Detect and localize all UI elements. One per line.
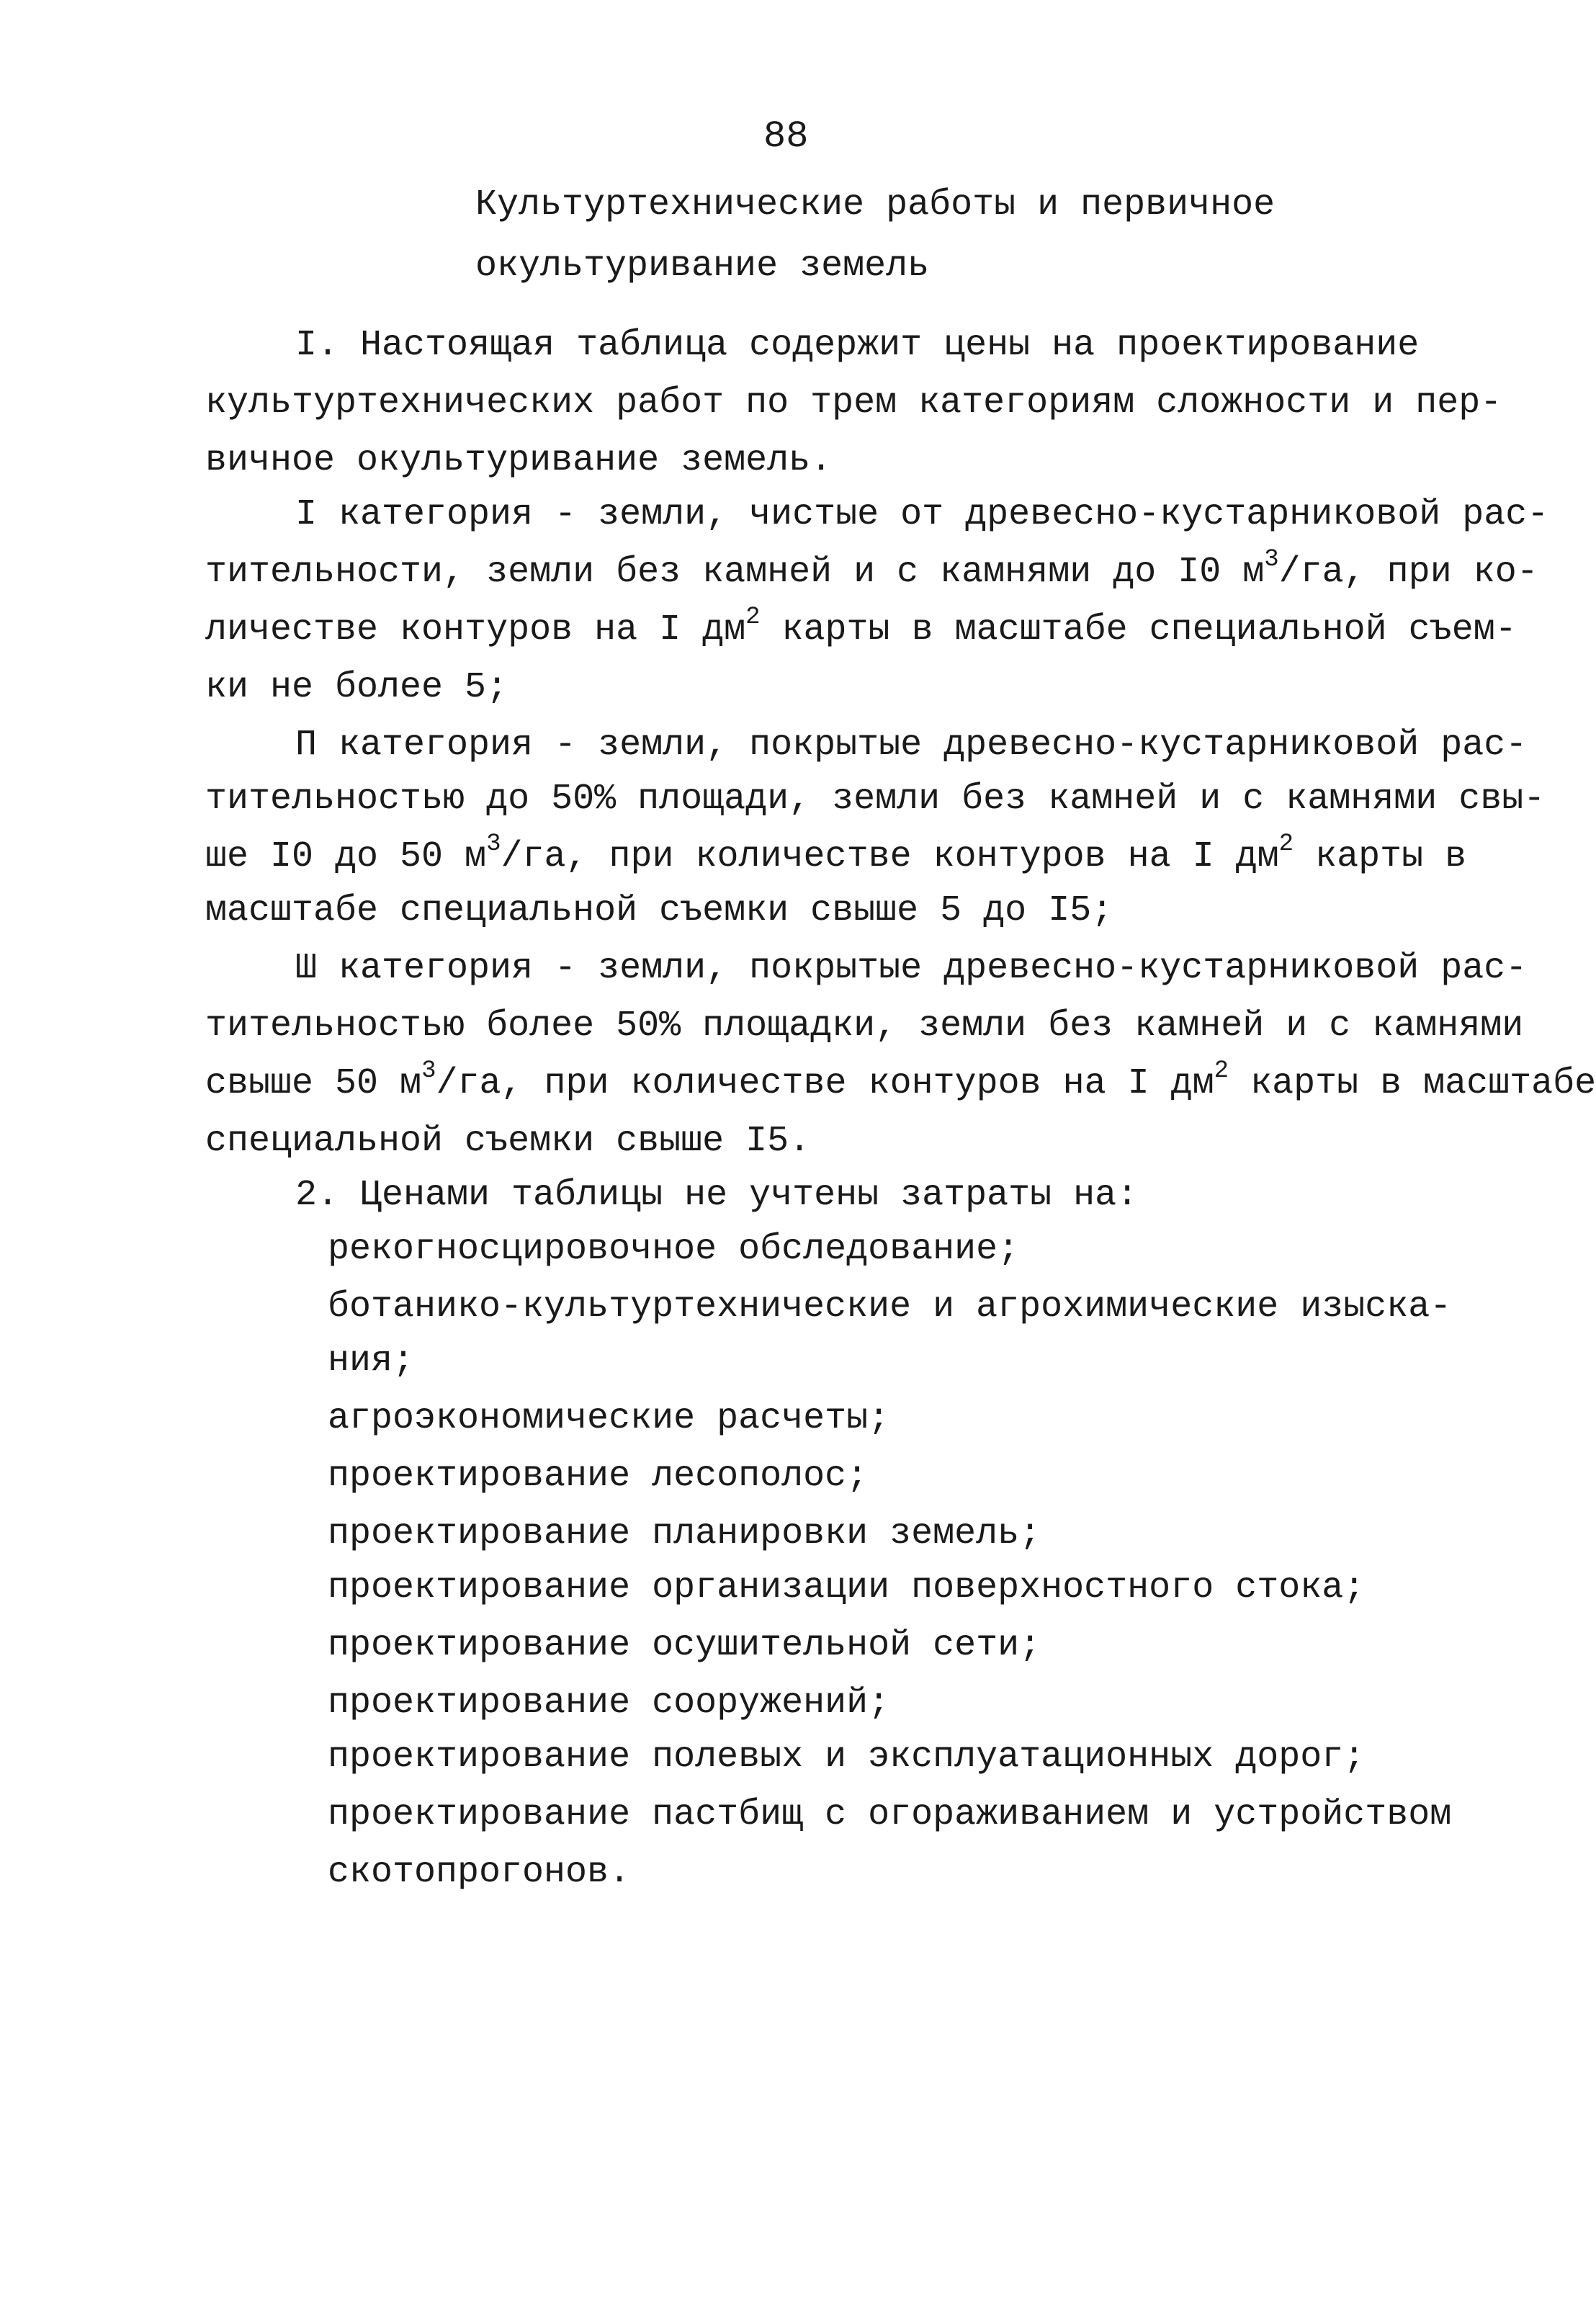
list-item: проектирование сооружений; xyxy=(328,1683,890,1724)
list-item: скотопрогонов. xyxy=(328,1852,631,1893)
list-item: проектирование осушительной сети; xyxy=(328,1625,1041,1666)
section-title-line-2: окультуривание земель xyxy=(475,246,930,287)
category-1-line-4: ки не более 5; xyxy=(205,667,508,708)
category-3-line-2: тительностью более 50% площадки, земли без камней и с камнями xyxy=(205,1006,1524,1047)
category-1-line-3: личестве контуров на I $дм^2$ карты в масштабе специальной съем- xyxy=(205,604,1517,650)
category-3-line-1: Ш категория - земли, покрытые древесно-кустарниковой рас- xyxy=(295,948,1528,989)
list-item: проектирование пастбищ с огораживанием и устройством xyxy=(328,1794,1452,1835)
list-item: агроэкономические расчеты; xyxy=(328,1398,890,1439)
list-item: проектирование лесополос; xyxy=(328,1456,869,1497)
paragraph-1-line-1: I. Настоящая таблица содержит цены на проектирование xyxy=(295,325,1420,366)
category-1-line-2: тительности, земли без камней и с камнями до I0 $м^3/га$, при ко- xyxy=(205,546,1538,593)
list-item: проектирование планировки земель; xyxy=(328,1513,1041,1554)
list-item: рекогносцировочное обследование; xyxy=(328,1229,1020,1270)
list-item: проектирование полевых и эксплуатационных дорог; xyxy=(328,1737,1366,1778)
category-3-line-3: свыше 50 $м^3/га$, при количестве контуров на I $дм^2$ карты в масштабе xyxy=(205,1057,1596,1104)
list-item: ния; xyxy=(328,1340,415,1382)
category-3-line-4: специальной съемки свыше I5. xyxy=(205,1121,811,1162)
category-2-line-2: тительностью до 50% площади, земли без камней и с камнями свы- xyxy=(205,779,1546,820)
paragraph-2-intro: 2. Ценами таблицы не учтены затраты на: xyxy=(295,1175,1139,1216)
paragraph-1-line-2: культуртехнических работ по трем категориям сложности и пер- xyxy=(205,382,1502,424)
paragraph-1-line-3: вичное окультуривание земель. xyxy=(205,440,833,481)
category-2-line-3: ше I0 до 50 $м^3/га$, при количестве контуров на I $дм^2$ карты в xyxy=(205,830,1467,877)
category-1-line-1: I категория - земли, чистые от древесно-кустарниковой рас- xyxy=(295,494,1549,535)
page-number: 88 xyxy=(763,115,809,158)
category-2-line-1: П категория - земли, покрытые древесно-кустарниковой рас- xyxy=(295,725,1528,766)
section-title-line-1: Культуртехнические работы и первичное xyxy=(475,184,1276,225)
list-item: проектирование организации поверхностного стока; xyxy=(328,1567,1366,1608)
list-item: ботанико-культуртехнические и агрохимические изыска- xyxy=(328,1286,1452,1327)
category-2-line-4: масштабе специальной съемки свыше 5 до I5; xyxy=(205,890,1113,931)
